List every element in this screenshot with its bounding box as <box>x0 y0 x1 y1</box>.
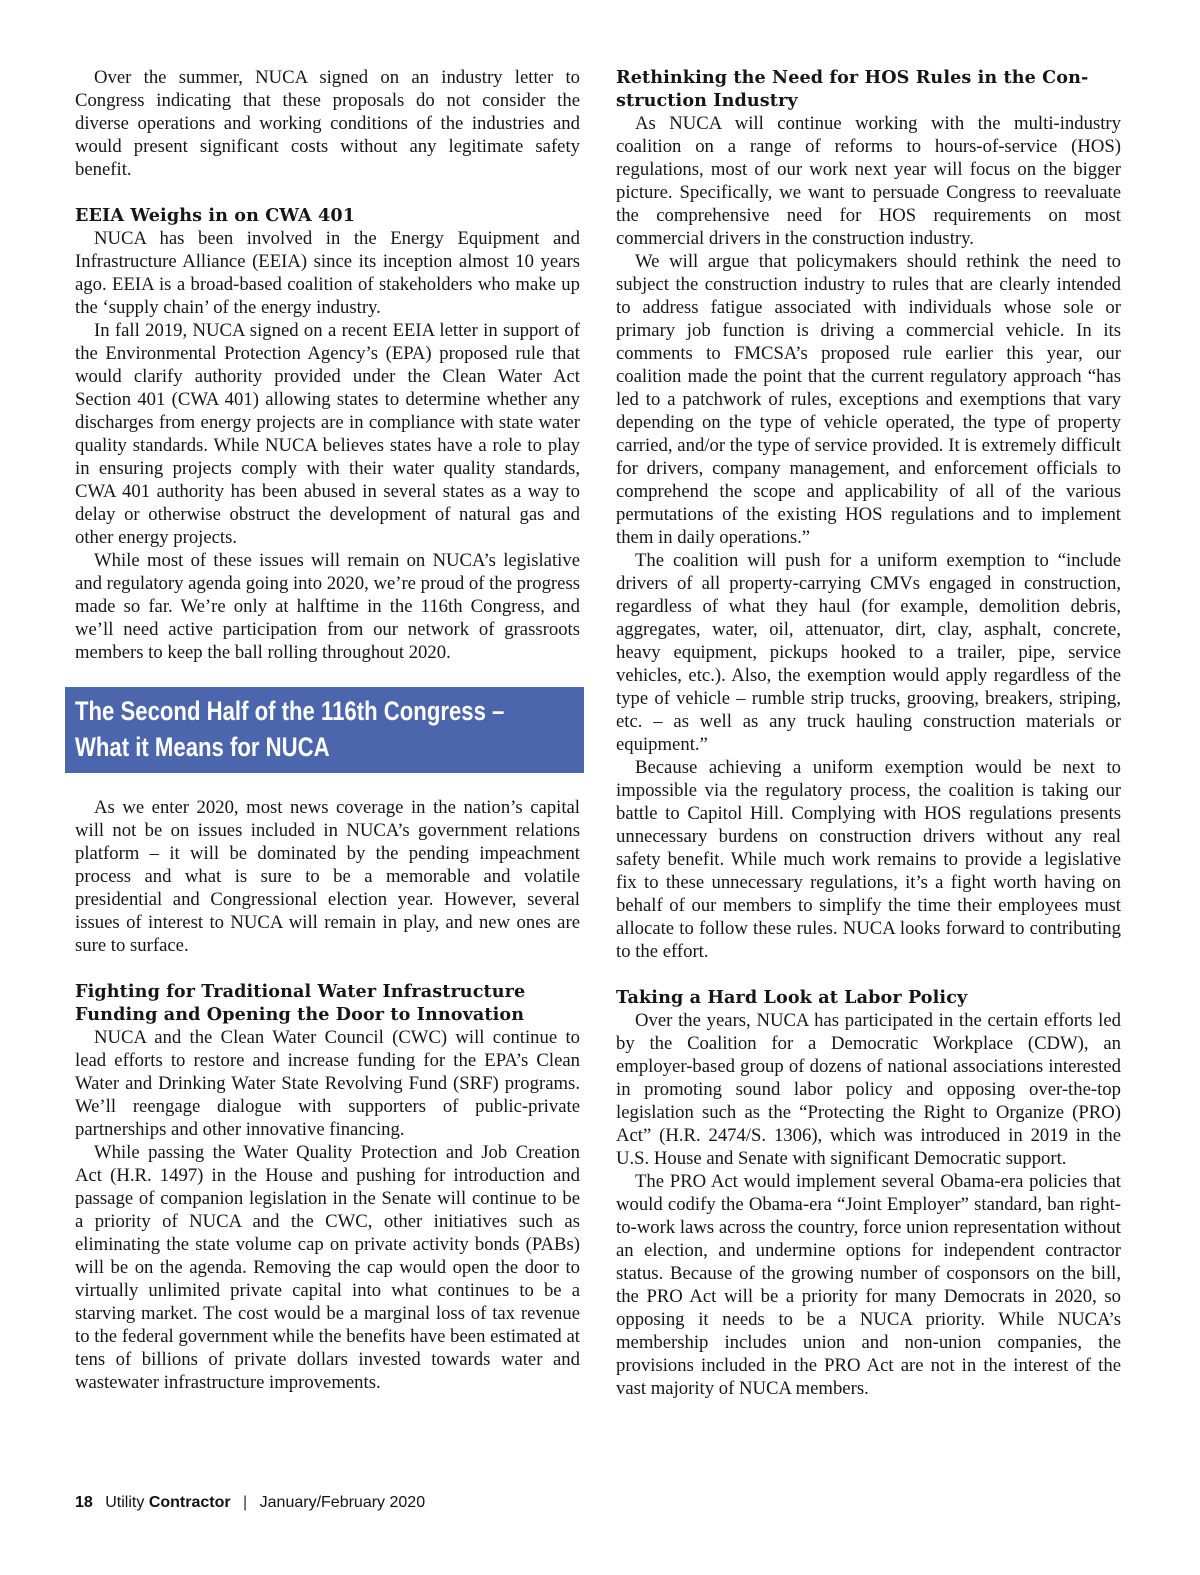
publication-name <box>105 1494 230 1511</box>
page-footer <box>75 1494 425 1512</box>
issue-date: January/February 2020 <box>259 1494 426 1511</box>
section-banner <box>65 687 584 773</box>
right-column <box>616 66 1121 1400</box>
eeia-paragraph: NUCA has been involved in the Energy Equipment and Infrastructure Alliance (EEIA) since its inception almost 10 years ago. EEIA is a broad-based coalition of stakeholders who make up the ‘supply chain’ of the energy industry. <box>75 228 580 318</box>
water-heading-line: Fighting for Traditional Water Infrastructure <box>75 981 526 1002</box>
labor-paragraph: Over the years, NUCA has participated in the certain efforts led by the Coalition for a Democratic Workplace (CDW), an employer-based group of dozens of national associations interested in promoting sound labor policy and opposing over-the-top legislation such as the “Protecting the Right to Organize (PRO) Act” (H.R. 2474/S. 1306), which was introduced in 2019 in the U.S. House and Senate with significant Democratic support. <box>616 1010 1121 1169</box>
hos-heading-line: Rethinking the Need for HOS Rules in the Con- <box>616 67 1089 88</box>
hos-paragraph: The coalition will push for a uniform exemption to “include drivers of all property-carrying CMVs engaged in construction, regardless of what they haul (for example, demolition debris, aggregates, water, oil, attenuator, dirt, clay, asphalt, concrete, heavy equipment, pickups hooked to a trailer, pipe, service vehicles, etc.). Also, the exemption would apply regardless of the type of vehicle – rumble strip trucks, grooving, breakers, striping, etc. – as well as any truck hauling construction materials or equipment.” <box>616 550 1121 755</box>
publication-name-part: Utility <box>105 1494 145 1511</box>
hos-heading <box>616 66 1121 112</box>
eeia-heading: EEIA Weighs in on CWA 401 <box>75 205 356 226</box>
banner-title-line: What it Means for NUCA <box>75 732 330 762</box>
labor-heading: Taking a Hard Look at Labor Policy <box>616 987 968 1008</box>
eeia-paragraph: While most of these issues will remain on NUCA’s legislative and regulatory agenda going into 2020, we’re proud of the progress made so far. We’re only at halftime in the 116th Congress, and we’ll need active participation from our network of grassroots members to keep the ball rolling throughout 2020. <box>75 550 580 663</box>
left-column <box>75 66 580 1394</box>
page-number: 18 <box>75 1494 93 1511</box>
water-paragraph: NUCA and the Clean Water Council (CWC) will continue to lead efforts to restore and increase funding for the EPA’s Clean Water and Drinking Water State Revolving Fund (SRF) programs. We’ll reengage dialogue with supporters of public-private partnerships and other innovative financing. <box>75 1027 580 1140</box>
eeia-paragraph: In fall 2019, NUCA signed on a recent EEIA letter in support of the Environmental Protection Agency’s (EPA) proposed rule that would clarify authority provided under the Clean Water Act Section 401 (CWA 401) allowing states to determine whether any discharges from energy projects are in compliance with state water quality standards. While NUCA believes states have a role to play in ensuring projects comply with their water quality standards, CWA 401 authority has been abused in several states as a way to delay or otherwise obstruct the development of natural gas and other energy projects. <box>75 320 580 548</box>
labor-paragraph: The PRO Act would implement several Obama-era policies that would codify the Obama-era “Joint Employer” standard, ban right-to-work laws across the country, force union representation without an election, and undermine options for independent contractor status. Because of the growing number of cosponsors on the bill, the PRO Act will be a priority for many Democrats in 2020, so opposing it needs to be a NUCA priority. While NUCA’s membership includes union and non-union companies, the provisions included in the PRO Act are not in the interest of the vast majority of NUCA members. <box>616 1171 1121 1399</box>
water-heading <box>75 980 580 1026</box>
footer-separator: | <box>243 1494 248 1511</box>
water-paragraph: While passing the Water Quality Protection and Job Creation Act (H.R. 1497) in the House and pushing for introduction and passage of companion legislation in the Senate will continue to be a priority of NUCA and the CWC, other initiatives such as eliminating the state volume cap on private activity bonds (PABs) will be on the agenda. Removing the cap would open the door to virtually unlimited private capital into what continues to be a starving market. The cost would be a marginal loss of tax revenue to the federal government while the benefits have been estimated at tens of billions of private dollars invested towards water and wastewater infrastructure improvements. <box>75 1142 580 1393</box>
banner-paragraph: As we enter 2020, most news coverage in the nation’s capital will not be on issues included in NUCA’s government relations platform – it will be dominated by the pending impeachment process and what is sure to be a memorable and volatile presidential and Congressional election year. However, several issues of interest to NUCA will remain in play, and new ones are sure to surface. <box>75 797 580 956</box>
water-heading-line: Funding and Opening the Door to Innovation <box>75 1004 525 1025</box>
hos-heading-line: struction Industry <box>616 90 798 111</box>
publication-name-part: Contractor <box>148 1494 231 1511</box>
hos-paragraph: As NUCA will continue working with the multi-industry coalition on a range of reforms to hours-of-service (HOS) regulations, most of our work next year will focus on the bigger picture. Specifically, we want to persuade Congress to reevaluate the comprehensive need for HOS requirements on most commercial drivers in the construction industry. <box>616 113 1121 249</box>
hos-paragraph: We will argue that policymakers should rethink the need to subject the construction industry to rules that are clearly intended to address fatigue associated with individuals whose sole or primary job function is driving a commercial vehicle. In its comments to FMCSA’s proposed rule earlier this year, our coalition made the point that the current regulatory approach “has led to a patchwork of rules, exceptions and exemptions that vary depending on the type of vehicle operated, the type of property carried, and/or the type of service provided. It is extremely difficult for drivers, company management, and enforcement officials to comprehend the scope and applicability of all of the various permutations of the existing HOS regulations and to implement them in daily operations.” <box>616 251 1121 548</box>
banner-title-line: The Second Half of the 116th Congress – <box>75 696 505 726</box>
hos-paragraph: Because achieving a uniform exemption would be next to impossible via the regulatory process, the coalition is taking our battle to Capitol Hill. Complying with HOS regulations presents unnecessary burdens on construction drivers without any real safety benefit. While much work remains to provide a legislative fix to these unnecessary regulations, it’s a fight worth having on behalf of our members to simplify the time their employees must allocate to follow these rules. NUCA looks forward to contributing to the effort. <box>616 757 1121 962</box>
intro-paragraph: Over the summer, NUCA signed on an industry letter to Congress indicating that these proposals do not consider the diverse operations and working conditions of the industries and would present significant costs without any legitimate safety benefit. <box>75 67 580 180</box>
